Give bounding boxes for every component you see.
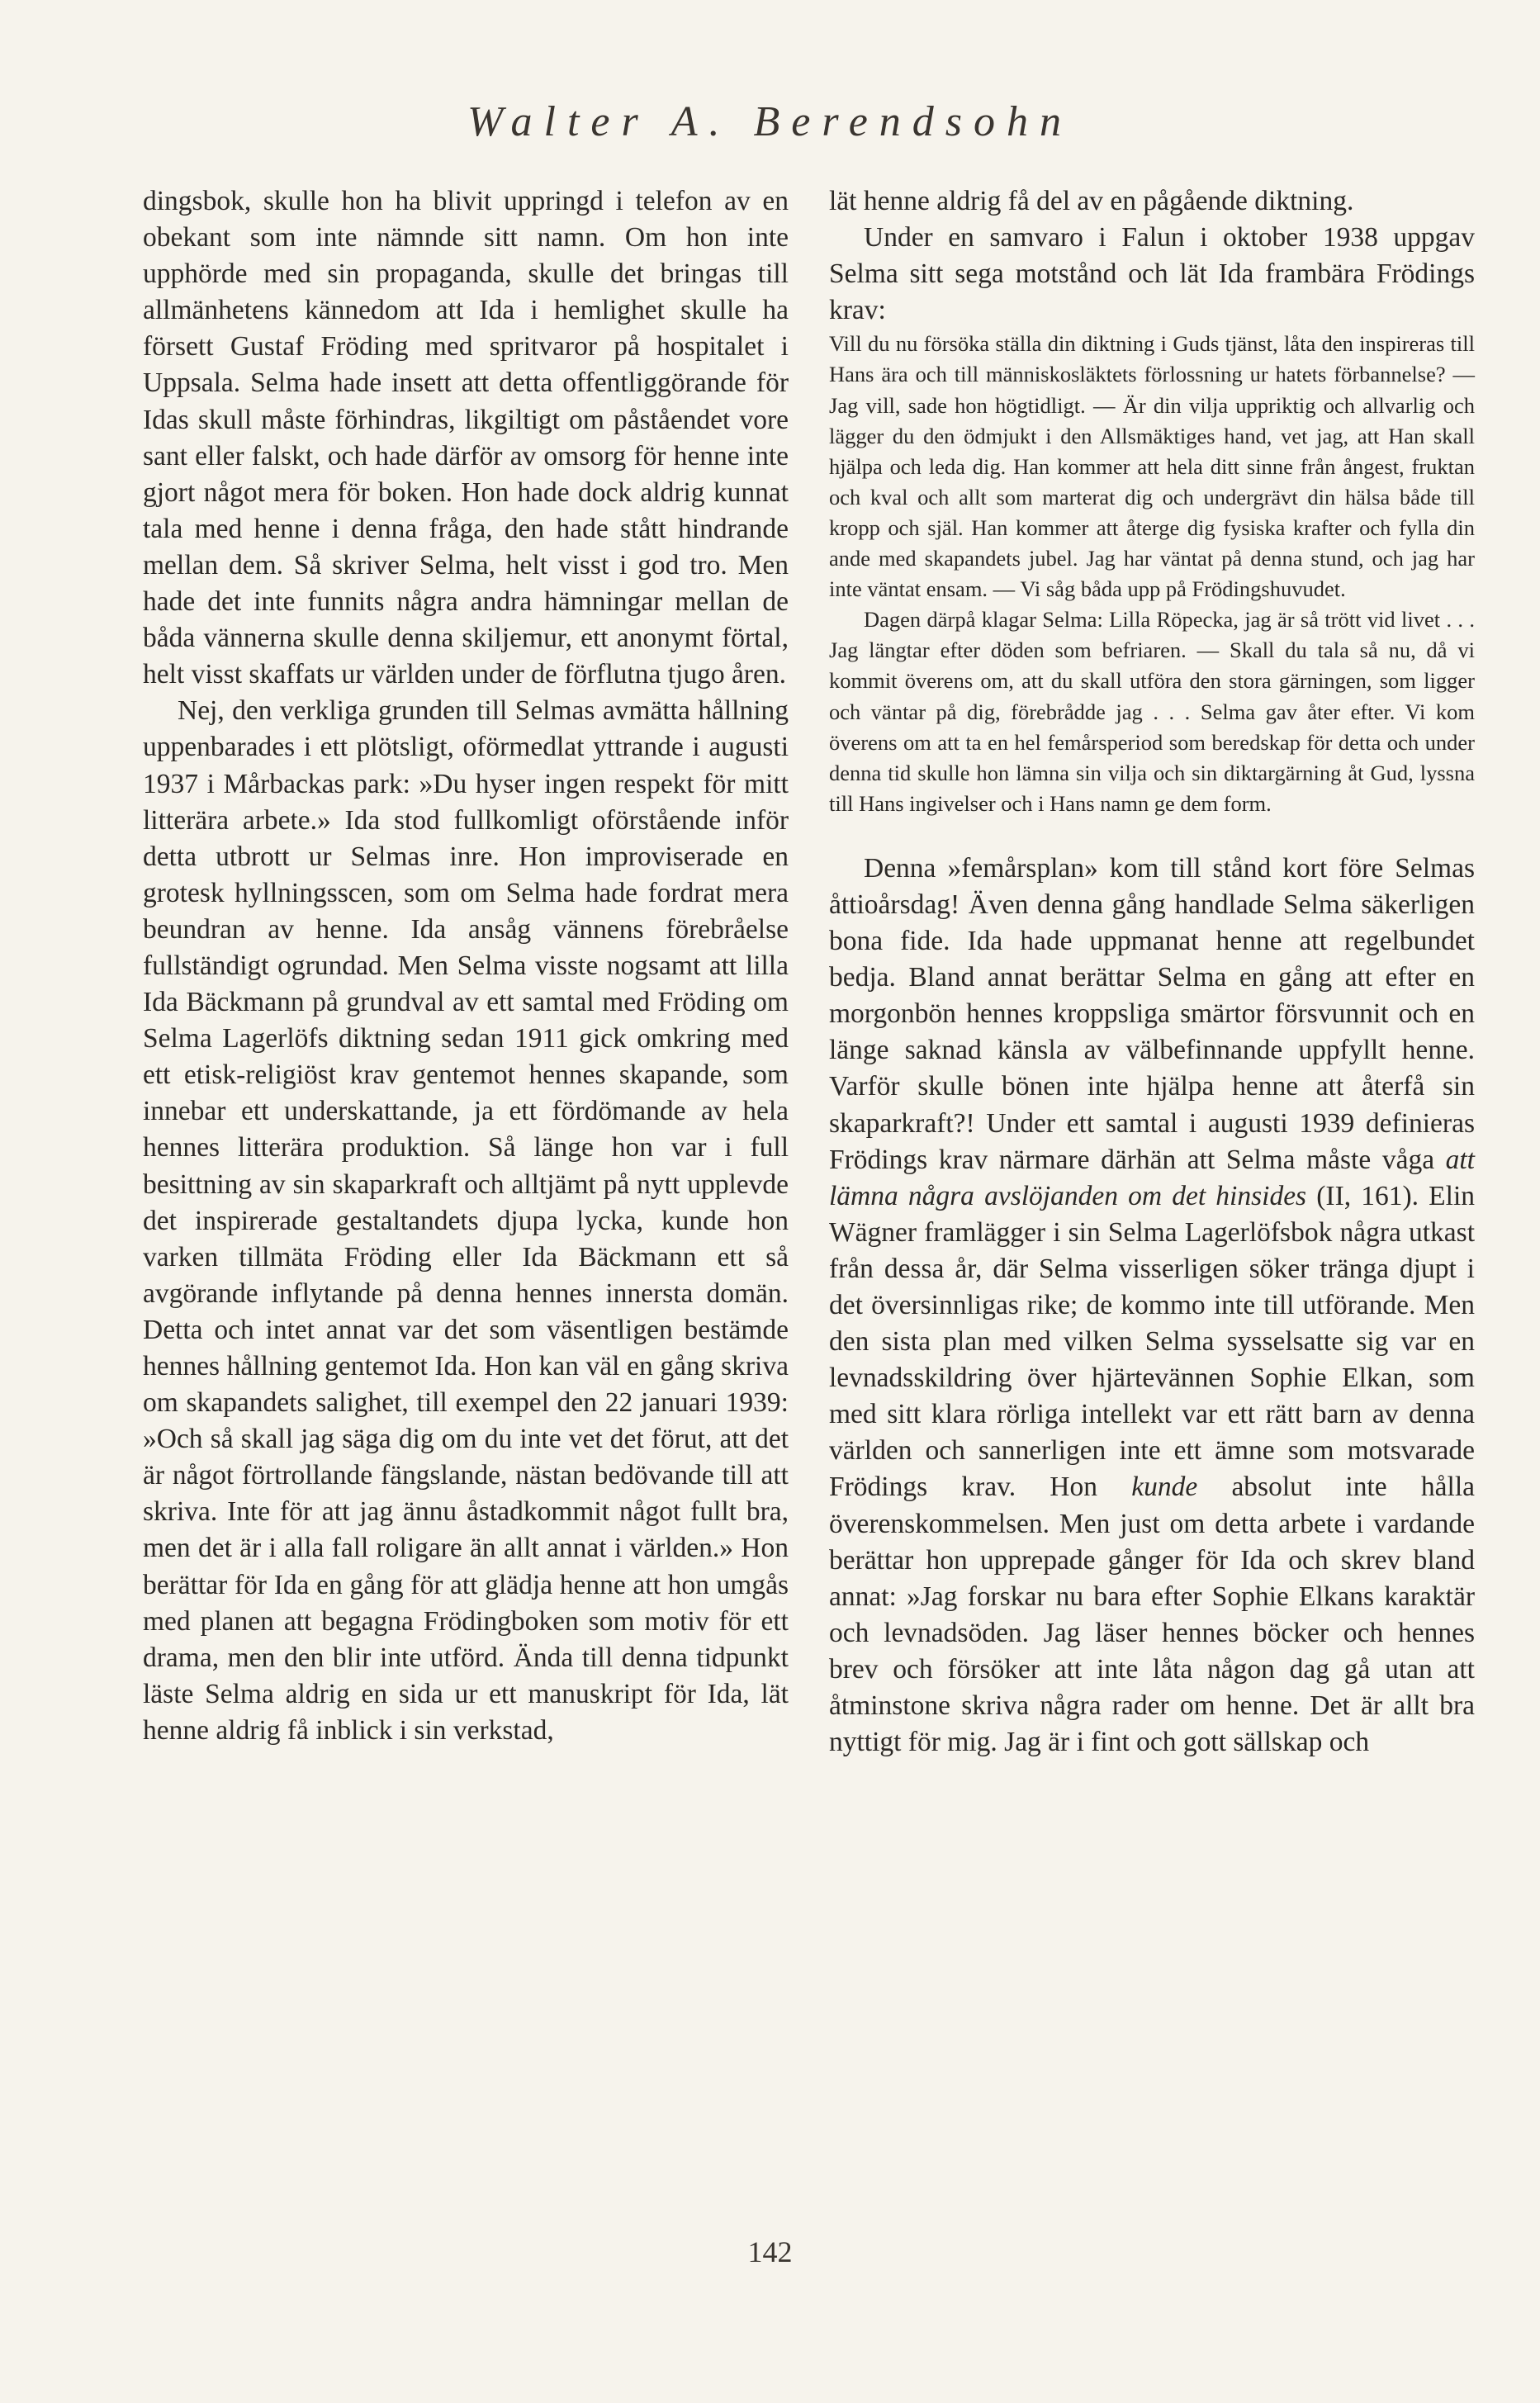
right-paragraph-3-part-b: (II, 161). Elin Wägner framlägger i sin Selma Lagerlöfsbok några utkast från dessa år, där Selma visserligen söker tränga djupt i det översinnligas rike; de kommo inte till utförande. Men den sista plan med vilken Selma sysselsatte sig var en levnadsskildring över hjärtevännen Sophie Elkan, som med sitt klara rörliga intellekt var ett rätt barn av denna världen och sannerligen inte ett ämne som motsvarade Frödings krav. Hon: [829, 1180, 1476, 1503]
right-paragraph-3-part-c: absolut inte hålla överenskommelsen. Men just om detta arbete i vardande berättar hon upprepade gånger för Ida och skrev bland annat: »Jag forskar nu bara efter Sophie Elkans karaktär och levnadsöden. Jag läser hennes böcker och hennes brev och försöker att inte låta någon dag gå utan att åtminstone skriva några rader om henne. Det är allt bra nyttigt för mig. Jag är i fint och gott sällskap och: [829, 1472, 1475, 1758]
right-paragraph-3: [829, 851, 1475, 1761]
right-column: [829, 183, 1475, 1761]
right-paragraph-2: Under en samvaro i Falun i oktober 1938 uppgav Selma sitt sega motstånd och lät Ida frambära Frödings krav:: [829, 222, 1475, 326]
left-paragraph-1: dingsbok, skulle hon ha blivit uppringd i telefon av en obekant som inte nämnde sitt namn. Om hon inte upphörde med sin propaganda, skulle det bringas till allmänhetens kännedom att Ida i hemlighet skulle ha försett Gustaf Fröding med spritvaror på hospitalet i Uppsala. Selma hade insett att detta offentliggörande för Idas skull måste förhindras, likgiltigt om påståendet vore sant eller falskt, och hade därför av omsorg för henne inte gjort något mera för boken. Hon hade dock aldrig kunnat tala med henne i denna fråga, den hade stått hindrande mellan dem. Så skriver Selma, helt visst i god tro. Men hade det inte funnits några andra hämningar mellan de båda vännerna skulle denna skiljemur, ett anonymt förtal, helt visst skaffats ur världen under de förflutna tjugo åren.: [143, 186, 789, 690]
left-paragraph-2: Nej, den verkliga grunden till Selmas avmätta hållning uppenbarades i ett plötsligt, oförmedlat yttrande i augusti 1937 i Mårbackas park: »Du hyser ingen respekt för mitt litterära arbete.» Ida stod fullkomligt oförstående inför detta utbrott ur Selmas inre. Hon improviserade en grotesk hyllningsscen, som om Selma hade fordrat mera beundran av henne. Ida ansåg vännens förebråelse fullständigt ogrundad. Men Selma visste nogsamt att lilla Ida Bäckmann på grundval av ett samtal med Fröding om Selma Lagerlöfs diktning sedan 1911 gick omkring med ett etisk-religiöst krav gentemot hennes skapande, som innebar ett underskattande, ja ett fördömande av hela hennes litterära produktion. Så länge hon var i full besittning av sin skaparkraft och alltjämt på nytt upplevde det inspirerade gestaltandets djupa lycka, kunde hon varken tillmäta Fröding eller Ida Bäckmann ett så avgörande inflytande på denna hennes innersta domän. Detta och intet annat var det som väsentligen bestämde hennes hållning gentemot Ida. Hon kan väl en gång skriva om skapandets salighet, till exempel den 22 januari 1939: »Och så skall jag säga dig om du inte vet det förut, att det är något förtrollande fängslande, nästan bedövande till att skriva. Inte för att jag ännu åstadkommit något fullt bra, men det är i alla fall roligare än allt annat i världen.» Hon berättar för Ida en gång för att glädja henne att hon umgås med planen att begagna Frödingboken som motiv för ett drama, men den blir inte utförd. Ända till denna tidpunkt läste Selma aldrig en sida ur ett manuskript för Ida, lät henne aldrig få inblick i sin verkstad,: [143, 695, 789, 1746]
right-paragraph-1: lät henne aldrig få del av en pågående diktning.: [829, 186, 1354, 216]
right-paragraph-3-italic: att lämna några avslöjanden om det hinsides: [829, 1144, 1475, 1211]
page-number: 142: [747, 2235, 793, 2268]
block-quote-2: Dagen därpå klagar Selma: Lilla Röpecka, jag är så trött vid livet . . . Jag längtar efter döden som befriaren. — Skall du tala så nu, då vi kommit överens om, att du skall utföra den stora gärningen, som ligger och väntar på dig, förebrådde jag . . . Selma gav åter efter. Vi kom överens om att ta en hel femårsperiod som beredskap för detta och under denna tid skulle hon lämna sin vilja och sin diktargärning åt Gud, lyssna till Hans ingivelser och i Hans namn ge dem form.: [829, 607, 1475, 816]
running-head: Walter A. Berendsohn: [467, 98, 1073, 145]
right-paragraph-3-italic-2: kunde: [1131, 1472, 1198, 1503]
left-column: [143, 183, 789, 1749]
block-quote-1: Vill du nu försöka ställa din diktning i Guds tjänst, låta den inspireras till Hans ära och till människosläktets förlossning ur hatets förbannelse? — Jag vill, sade hon högtidligt. — Är din vilja uppriktig och allvarlig och lägger du den ödmjukt i den Allsmäktiges hand, vet jag, att Han skall hjälpa och leda dig. Han kommer att hela ditt sinne från ångest, fruktan och kval och allt som marterat dig och undergrävt din hälsa både till kropp och själ. Han kommer att återge dig fysiska krafter och fylla din ande med skapandets jubel. Jag har väntat på denna stund, och jag har inte väntat ensam. — Vi såg båda upp på Frödingshuvudet.: [829, 331, 1475, 602]
right-paragraph-3-part-a: Denna »femårsplan» kom till stånd kort före Selmas åttioårsdag! Även denna gång handlade Selma säkerligen bona fide. Ida hade uppmanat henne att regelbundet bedja. Bland annat berättar Selma en gång att efter en morgonbön hennes kroppsliga smärtor försvunnit och en länge saknad känsla av välbefinnande uppfyllt henne. Varför skulle bönen inte hjälpa henne att återfå sin skaparkraft?! Under ett samtal i augusti 1939 definieras Frödings krav närmare därhän att Selma måste våga: [829, 852, 1475, 1175]
